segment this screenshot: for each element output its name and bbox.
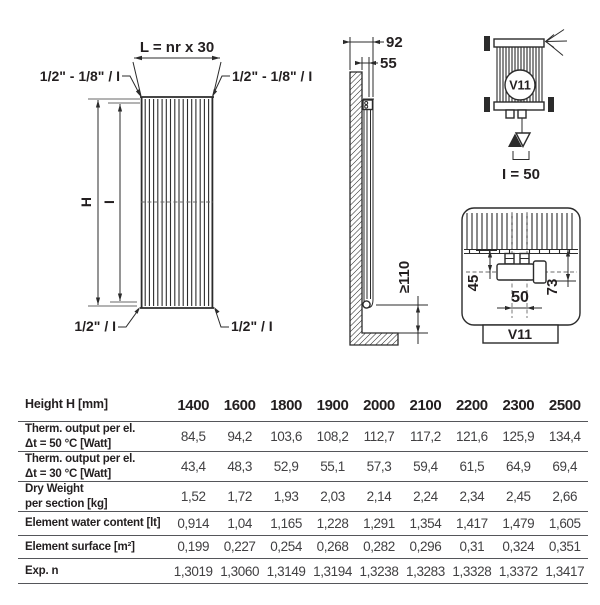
table-cell: 48,3 xyxy=(227,459,252,474)
table-column-header: 1800 xyxy=(270,396,302,414)
table-row-label-line: Exp. n xyxy=(25,564,59,577)
table-cell: 2,03 xyxy=(320,489,345,504)
table-cell: 1,228 xyxy=(316,515,349,531)
table-row-label-line: Therm. output per el. xyxy=(25,423,136,436)
table-row-label xyxy=(18,422,170,451)
table-cell: 0,324 xyxy=(502,539,535,555)
table-cell: 61,5 xyxy=(459,459,485,474)
table-cell: 1,354 xyxy=(409,515,442,531)
pipe-label-axis-suffix: I xyxy=(112,318,116,334)
radiator-side-profile xyxy=(363,99,374,308)
table-column-header: 2000 xyxy=(363,396,395,414)
spec-table xyxy=(18,389,588,584)
table-row-label xyxy=(18,452,170,481)
dim-label-detail-right: 73 xyxy=(544,278,561,296)
table-cell: 1,3060 xyxy=(220,563,260,579)
table-cell: 59,4 xyxy=(413,459,438,474)
bracket-mark xyxy=(513,151,529,160)
pipe-connection-label-bottom-left xyxy=(74,318,116,334)
table-cell: 1,291 xyxy=(363,515,395,531)
table-row xyxy=(18,482,588,512)
wall-bracket xyxy=(484,97,490,112)
table-row xyxy=(18,422,588,452)
table-cell: 0,254 xyxy=(270,539,302,555)
pipe-connection-label-bottom-right xyxy=(231,318,273,334)
front-view-drawing xyxy=(40,39,312,334)
table-cell: 1,165 xyxy=(270,515,302,531)
table-cell: 2,45 xyxy=(505,489,531,504)
table-row-label-line: Dry Weight xyxy=(25,483,84,496)
wall-floor-section xyxy=(350,72,398,345)
valve-detail-drawing xyxy=(462,208,580,343)
table-column-header: 2500 xyxy=(548,396,581,414)
table-cell: 121,6 xyxy=(455,429,488,444)
table-row xyxy=(18,452,588,482)
pipe-label-text: 1/2" / xyxy=(74,318,113,334)
table-cell: 1,3372 xyxy=(498,563,538,579)
table-cell: 0,227 xyxy=(223,539,256,555)
table-header-row xyxy=(18,389,588,422)
table-row-label xyxy=(18,540,170,554)
table-cell: 1,3238 xyxy=(359,563,399,579)
table-cell: 112,7 xyxy=(363,429,395,444)
table-row-label-line: per section [kg] xyxy=(25,497,108,510)
table-row-label-line: Δt = 50 °C [Watt] xyxy=(25,437,112,450)
table-cell: 0,199 xyxy=(177,539,210,555)
table-cell: 1,3328 xyxy=(452,563,492,579)
dim-label-height: H xyxy=(78,196,94,208)
table-column-header: 1400 xyxy=(177,396,210,414)
table-cell: 43,4 xyxy=(180,459,206,474)
radiator-fins-front xyxy=(145,99,208,306)
table-cell: 52,9 xyxy=(273,459,299,474)
table-cell: 0,31 xyxy=(459,539,485,555)
table-column-header: 2200 xyxy=(455,396,488,414)
table-cell: 2,66 xyxy=(552,489,578,504)
dim-label-detail-left: 45 xyxy=(465,274,482,292)
dim-label-depth-total: 92 xyxy=(386,34,403,51)
table-cell: 134,4 xyxy=(548,429,581,444)
table-cell: 108,2 xyxy=(316,429,349,444)
pipe-label-axis-suffix: I xyxy=(268,318,273,334)
top-header-bar xyxy=(494,39,544,47)
table-row xyxy=(18,559,588,584)
table-column-header: 1900 xyxy=(316,396,349,414)
table-row xyxy=(18,536,588,560)
table-cell: 2,34 xyxy=(459,489,485,504)
pipe-connection-label-top-right xyxy=(232,68,312,84)
table-cell: 84,5 xyxy=(180,429,206,444)
valve-symbol-icon xyxy=(508,133,530,147)
table-row-label xyxy=(18,516,170,530)
table-cell: 57,3 xyxy=(366,459,392,474)
table-cell: 69,4 xyxy=(552,459,578,474)
valve-schematic-drawing xyxy=(484,30,567,184)
table-cell: 103,6 xyxy=(270,429,302,444)
table-cell: 1,3194 xyxy=(313,563,352,579)
dim-label-length: L = nr x 30 xyxy=(139,39,215,56)
valve-type-label: V11 xyxy=(507,326,533,342)
table-cell: 1,52 xyxy=(180,489,206,504)
table-cell: 0,268 xyxy=(316,539,349,555)
air-vent-arrow-icon xyxy=(546,30,568,56)
table-cell: 1,479 xyxy=(502,515,535,531)
dim-label-axis: I xyxy=(101,200,117,204)
pipe-label-axis-suffix: I xyxy=(308,68,313,84)
table-cell: 0,282 xyxy=(363,539,395,555)
table-header-label: Height H [mm] xyxy=(25,397,108,412)
table-cell: 64,9 xyxy=(505,459,531,474)
table-row-label xyxy=(18,564,170,578)
table-column-header: 2300 xyxy=(502,396,535,414)
table-column-header: 1600 xyxy=(223,396,256,414)
table-cell: 1,605 xyxy=(548,515,581,531)
valve-body xyxy=(497,264,534,280)
table-row xyxy=(18,512,588,536)
table-cell: 117,2 xyxy=(410,429,441,444)
table-row-label-line: Therm. output per el. xyxy=(25,453,136,466)
table-cell: 1,417 xyxy=(455,515,488,531)
pipe-label-text: 1/2" - 1/8" / xyxy=(39,68,117,84)
table-column-header: 2100 xyxy=(409,396,442,414)
table-cell: 125,9 xyxy=(502,429,535,444)
table-cell: 2,24 xyxy=(413,489,438,504)
dim-label-floor-clearance: ≥110 xyxy=(396,260,413,294)
table-row-label-line: Δt = 30 °C [Watt] xyxy=(25,467,112,480)
dim-label-detail-center: 50 xyxy=(511,289,529,306)
table-cell: 1,3019 xyxy=(173,563,213,579)
pipe-label-text: 1/2" / xyxy=(231,318,269,334)
valve-type-label: V11 xyxy=(509,78,531,93)
table-cell: 0,351 xyxy=(548,539,581,555)
table-cell: 55,1 xyxy=(320,459,345,474)
table-cell: 94,2 xyxy=(227,429,252,444)
table-cell: 0,914 xyxy=(177,515,210,531)
table-cell: 1,3417 xyxy=(545,563,585,579)
bottom-header-bar xyxy=(494,102,544,110)
table-row-label-line: Element water content [lt] xyxy=(25,517,161,530)
pipe-nipple xyxy=(518,110,526,118)
table-cell: 0,296 xyxy=(409,539,442,555)
side-view-drawing xyxy=(343,34,428,345)
table-cell: 1,3283 xyxy=(405,563,445,579)
wall-bracket xyxy=(548,97,554,112)
table-cell: 1,04 xyxy=(227,515,252,531)
table-cell: 2,14 xyxy=(366,489,392,504)
table-row-label xyxy=(18,482,170,511)
table-row-label-line: Element surface [m²] xyxy=(25,540,135,553)
pipe-label-axis-suffix: I xyxy=(116,68,120,84)
axis-distance-label: I = 50 xyxy=(502,166,540,183)
dim-label-depth-body: 55 xyxy=(380,55,397,72)
table-cell: 1,93 xyxy=(273,489,299,504)
table-cell: 1,3149 xyxy=(266,563,306,579)
pipe-nipple xyxy=(506,110,514,118)
pipe-label-text: 1/2" - 1/8" / xyxy=(232,68,309,84)
table-cell: 1,72 xyxy=(227,489,252,504)
pipe-connection-label-top-left xyxy=(40,68,120,84)
wall-bracket xyxy=(484,36,490,51)
